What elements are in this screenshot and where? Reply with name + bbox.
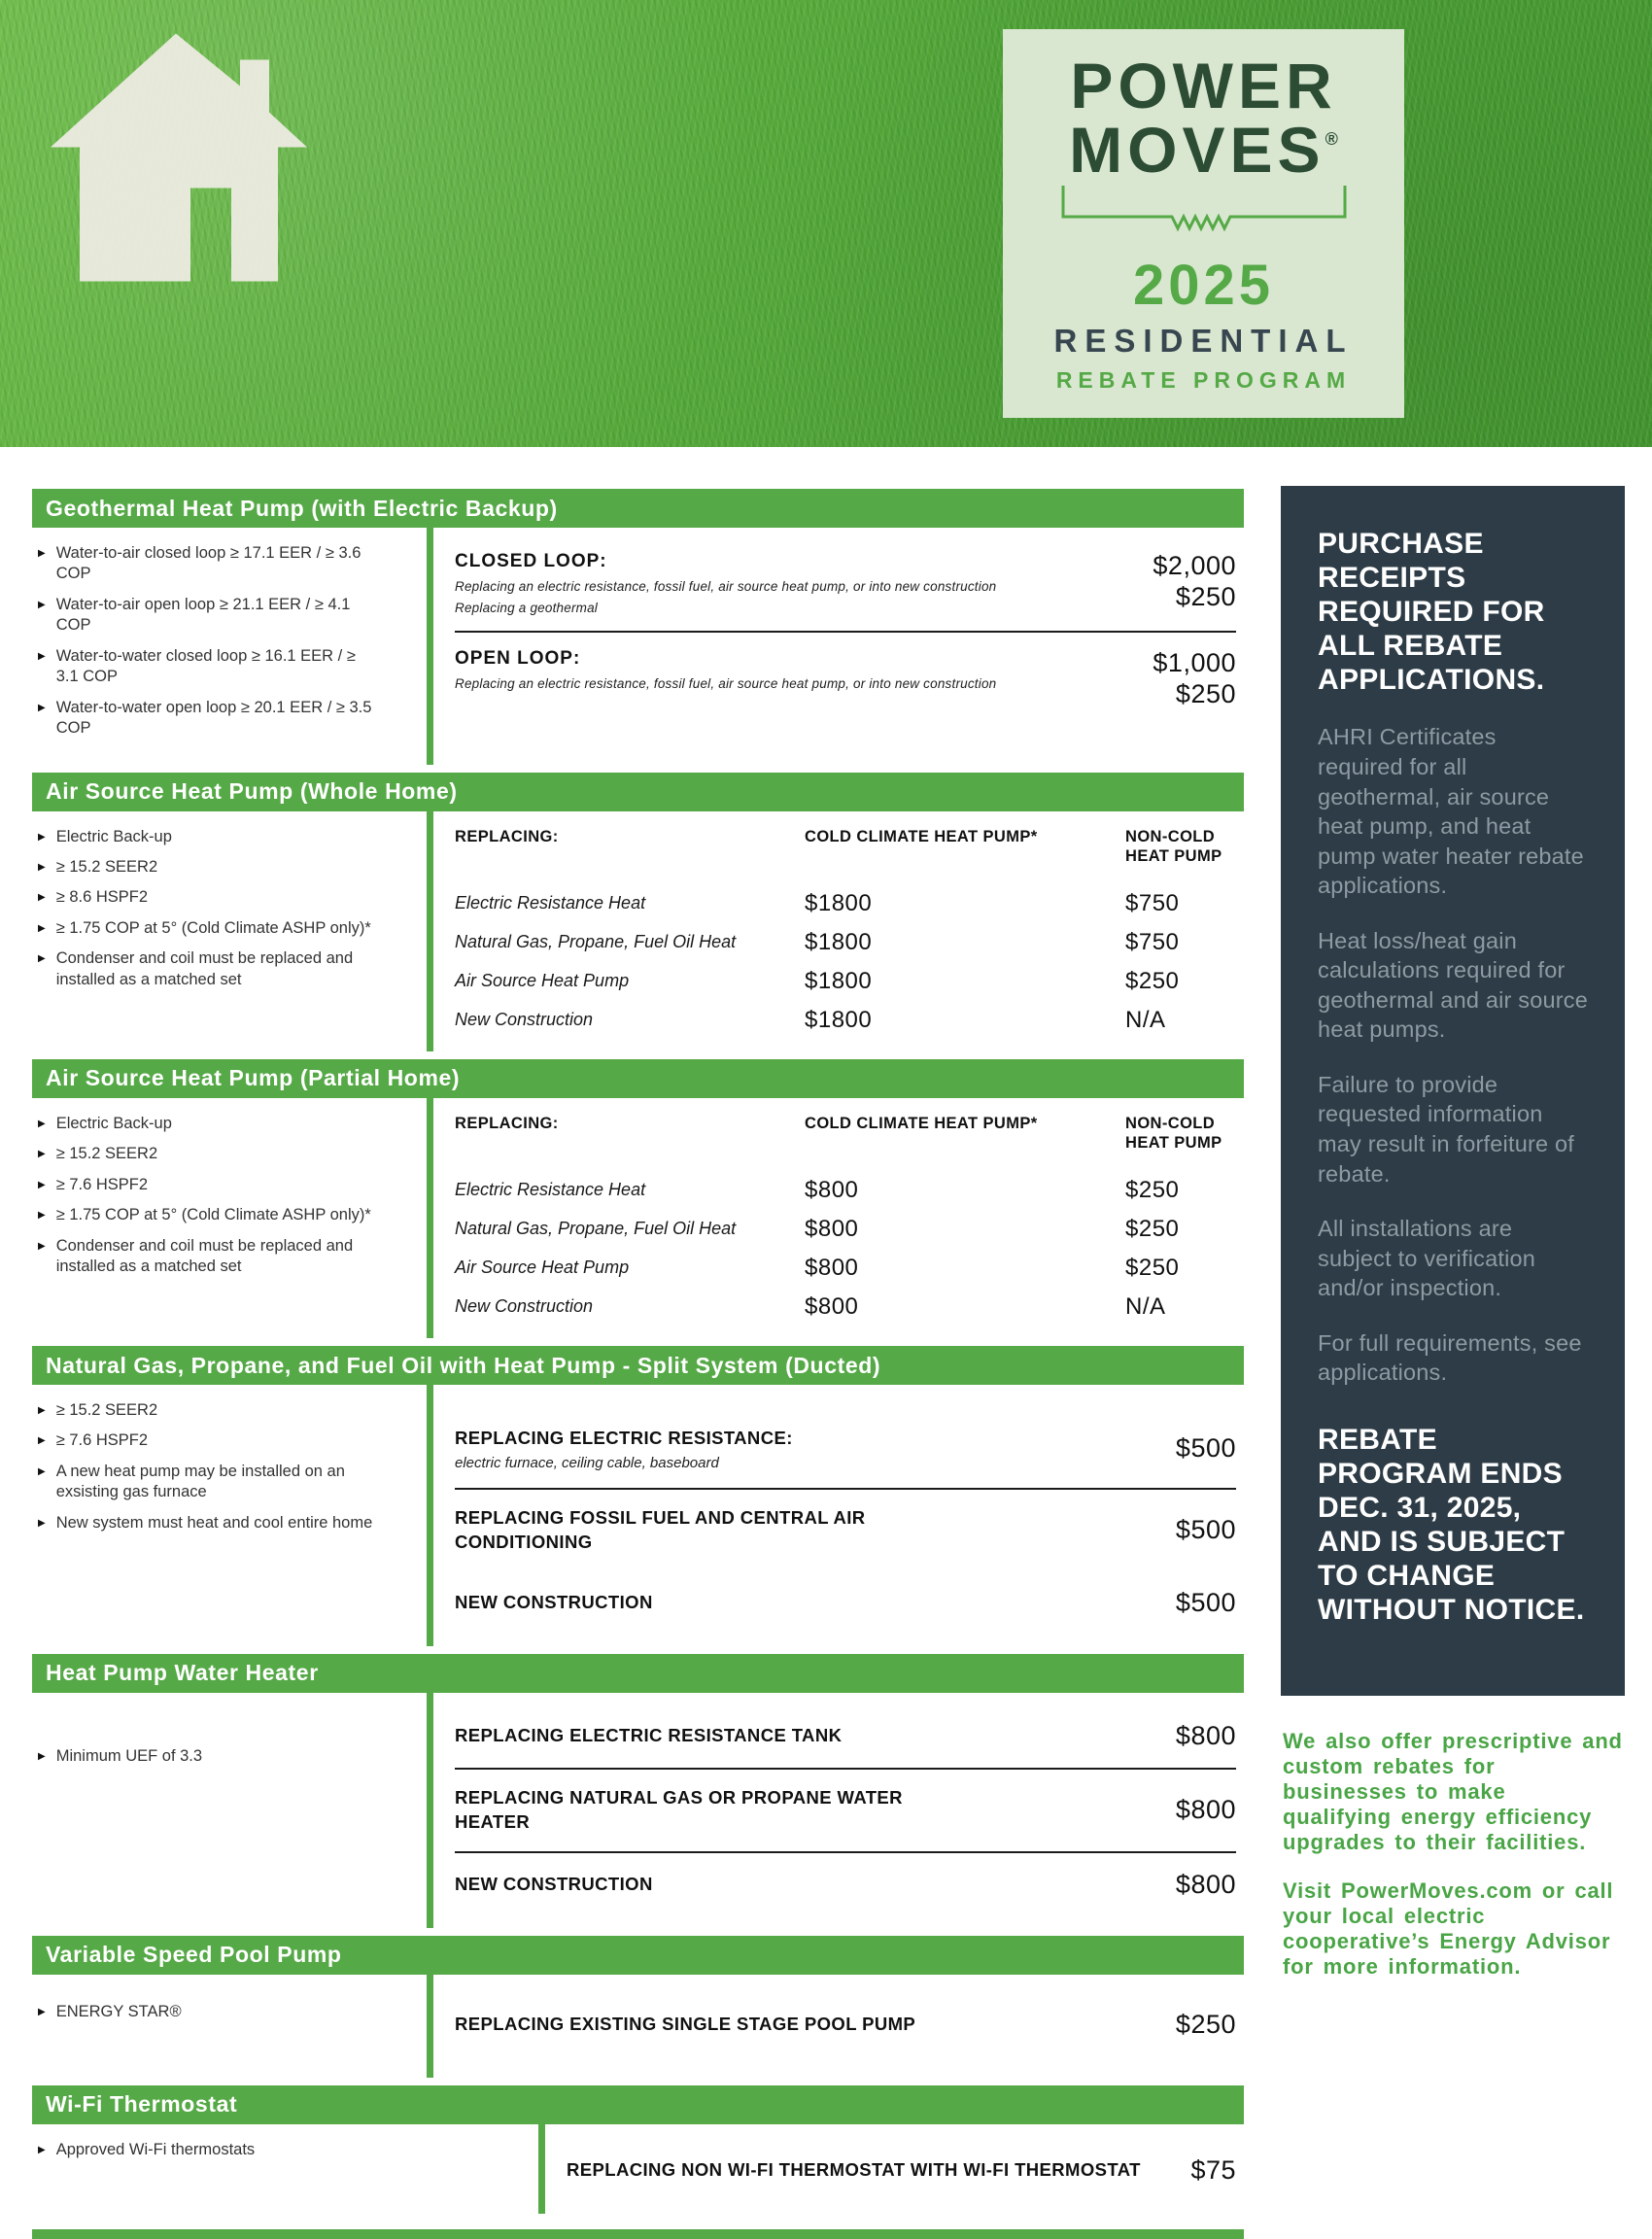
rebate-label: REPLACING FOSSIL FUEL AND CENTRAL AIR CONDITIONING	[455, 1506, 866, 1552]
rebate-sublabel: Replacing an electric resistance, fossil fuel, air source heat pump, or into new construction	[455, 579, 997, 594]
section-title: Natural Gas, Propane, and Fuel Oil with Heat Pump - Split System (Ducted)	[46, 1352, 881, 1378]
rebate-label: REPLACING EXISTING SINGLE STAGE POOL PUMP	[455, 2013, 916, 2034]
bullet-arrow-icon: ▶	[38, 1750, 46, 1762]
rebate-amount: $250	[1125, 967, 1180, 994]
section-split-system-ducted	[32, 1346, 1244, 1646]
list-item: ▶ Water-to-water open loop ≥ 20.1 EER / ≥ 3.5 COP	[38, 698, 373, 740]
rebate-row	[455, 539, 1236, 633]
rebate-amount: $800	[805, 1255, 859, 1281]
rebate-row	[455, 637, 1236, 726]
table-row-label: Natural Gas, Propane, Fuel Oil Heat	[455, 931, 737, 951]
bullet-arrow-icon: ▶	[38, 1517, 46, 1529]
list-item: ▶ ≥ 15.2 SEER2	[38, 1144, 373, 1164]
bullet-arrow-icon: ▶	[38, 2006, 46, 2017]
logo-word-moves-text: MOVES	[1069, 113, 1325, 186]
bullet-arrow-icon: ▶	[38, 1435, 46, 1447]
section-header	[32, 2085, 1244, 2124]
list-item: ▶ ≥ 1.75 COP at 5° (Cold Climate ASHP only)*	[38, 1205, 373, 1225]
table-row-label: Air Source Heat Pump	[455, 1257, 630, 1277]
sidebar-paragraph: For full requirements, see applications.	[1318, 1329, 1582, 1386]
bullet-arrow-icon: ▶	[38, 1240, 46, 1252]
sidebar-paragraph: Failure to provide requested information may result in forfeiture of rebate.	[1318, 1071, 1575, 1187]
list-item: ▶ ≥ 15.2 SEER2	[38, 857, 373, 878]
green-divider	[427, 811, 433, 1051]
requirements-list	[32, 1693, 427, 1928]
rebate-amount: $800	[805, 1216, 859, 1242]
rebate-amount: $500	[1175, 1433, 1236, 1464]
rebate-amount: $250	[1175, 678, 1236, 708]
sidebar	[1281, 486, 1625, 2003]
list-item: ▶ ≥ 7.6 HSPF2	[38, 1430, 373, 1451]
rebate-amount: $750	[1125, 928, 1180, 955]
column-header: COLD CLIMATE HEAT PUMP*	[805, 1114, 1038, 1132]
rebate-amount: N/A	[1125, 1293, 1166, 1320]
rebate-amount: $75	[1190, 2154, 1236, 2185]
list-item: ▶ Water-to-water closed loop ≥ 16.1 EER / ≥ 3.1 COP	[38, 646, 373, 688]
rebate-amount: $1800	[805, 1006, 873, 1033]
list-item: ▶ A new heat pump may be installed on an exsisting gas furnace	[38, 1462, 373, 1503]
rebate-amount: $800	[805, 1293, 859, 1320]
green-divider	[427, 1975, 433, 2078]
list-item: ▶ Approved Wi-Fi thermostats	[38, 2140, 373, 2160]
logo-rebate-program: REBATE PROGRAM	[1055, 367, 1352, 394]
section-pool-pump	[32, 1936, 1244, 2078]
rebate-amount: $250	[1175, 2009, 1236, 2039]
rebate-sublabel: Replacing an electric resistance, fossil fuel, air source heat pump, or into new construction	[455, 676, 997, 691]
rebate-table	[455, 823, 1236, 1040]
section-title: Air Source Heat Pump (Partial Home)	[46, 1065, 461, 1091]
table-row-label: Electric Resistance Heat	[455, 892, 646, 913]
table-row-label: Air Source Heat Pump	[455, 970, 630, 990]
section-header	[32, 1059, 1244, 1098]
rebate-label: REPLACING NATURAL GAS OR PROPANE WATER HEATER	[455, 1786, 903, 1832]
list-item: ▶ ≥ 15.2 SEER2	[38, 1400, 373, 1421]
rebate-row	[455, 1490, 1236, 1571]
rebate-amount: $800	[1175, 1795, 1236, 1825]
logo-bracket-zigzag-icon	[1053, 186, 1355, 237]
list-item: ▶ New system must heat and cool entire home	[38, 1513, 373, 1533]
section-header	[32, 1654, 1244, 1693]
logo-word-power: POWER	[1070, 49, 1337, 121]
green-divider	[427, 528, 433, 765]
rebate-amount: $800	[1175, 1720, 1236, 1750]
section-geothermal-heat-pump	[32, 489, 1244, 765]
rebate-table	[455, 1110, 1236, 1326]
bullet-arrow-icon: ▶	[38, 1405, 46, 1416]
logo-residential: RESIDENTIAL	[1053, 323, 1354, 360]
section-title: Heat Pump Water Heater	[46, 1660, 319, 1686]
list-item: ▶ Minimum UEF of 3.3	[38, 1746, 373, 1767]
green-divider	[427, 1385, 433, 1646]
rebate-amount: $500	[1175, 1515, 1236, 1545]
rebate-label: NEW CONSTRUCTION	[455, 1873, 653, 1894]
sidebar-paragraph: All installations are subject to verification and/or inspection.	[1318, 1216, 1536, 1301]
rebate-label: REPLACING NON WI-FI THERMOSTAT WITH WI-FI THERMOSTAT	[567, 2158, 1141, 2180]
section-header	[32, 1936, 1244, 1975]
sidebar-notes-panel	[1281, 486, 1625, 1696]
rebate-amount: $250	[1125, 1255, 1180, 1281]
bullet-arrow-icon: ▶	[38, 831, 46, 843]
rebate-sublabel: Replacing a geothermal	[455, 601, 598, 615]
list-item: ▶ ≥ 8.6 HSPF2	[38, 887, 373, 908]
green-divider	[427, 1693, 433, 1928]
list-item: ▶ ≥ 1.75 COP at 5° (Cold Climate ASHP only)*	[38, 918, 373, 939]
logo-word-moves	[1069, 113, 1338, 186]
rebate-row	[567, 2136, 1236, 2202]
footnote-paragraph: Visit PowerMoves.com or call your local electric cooperative’s Energy Advisor for more information.	[1283, 1877, 1614, 1979]
rebate-label: OPEN LOOP:	[455, 648, 581, 669]
section-title: Air Source Heat Pump (Whole Home)	[46, 778, 458, 804]
list-item: ▶ Condenser and coil must be replaced and installed as a matched set	[38, 1236, 373, 1278]
sidebar-deadline-notice: REBATE PROGRAM ENDS DEC. 31, 2025, AND IS SUBJECT TO CHANGE WITHOUT NOTICE.	[1318, 1423, 1585, 1627]
rebate-row	[455, 1770, 1236, 1853]
rebate-amount: $750	[1125, 889, 1180, 916]
section-ashp-partial-home	[32, 1059, 1244, 1338]
requirements-list	[32, 811, 427, 1051]
bullet-arrow-icon: ▶	[38, 892, 46, 904]
bullet-arrow-icon: ▶	[38, 548, 46, 559]
bullet-arrow-icon: ▶	[38, 861, 46, 873]
green-divider	[427, 1098, 433, 1338]
section-header	[32, 773, 1244, 811]
rebate-amount: $800	[805, 1177, 859, 1203]
rebate-amount: N/A	[1125, 1006, 1166, 1033]
rebate-row	[455, 1571, 1236, 1635]
list-item: ▶ Condenser and coil must be replaced and installed as a matched set	[38, 948, 373, 990]
bullet-arrow-icon: ▶	[38, 1465, 46, 1477]
section-title: Geothermal Heat Pump (with Electric Backup)	[46, 495, 558, 521]
column-header: REPLACING:	[455, 827, 559, 845]
rebate-label: NEW CONSTRUCTION	[455, 1591, 653, 1612]
logo-year: 2025	[1132, 253, 1275, 317]
rebate-row	[455, 1705, 1236, 1770]
section-title: Wi-Fi Thermostat	[46, 2091, 238, 2118]
bullet-arrow-icon: ▶	[38, 953, 46, 965]
bullet-arrow-icon: ▶	[38, 1210, 46, 1222]
requirements-list	[32, 528, 427, 765]
rebate-label: REPLACING ELECTRIC RESISTANCE TANK	[455, 1724, 843, 1745]
rebate-row	[455, 1986, 1236, 2056]
bullet-arrow-icon: ▶	[38, 599, 46, 610]
list-item: ▶ Water-to-air closed loop ≥ 17.1 EER / ≥ 3.6 COP	[38, 543, 373, 585]
table-row-label: Natural Gas, Propane, Fuel Oil Heat	[455, 1219, 737, 1238]
rebate-label: REPLACING ELECTRIC RESISTANCE:	[455, 1428, 793, 1448]
rebate-amount: $500	[1175, 1587, 1236, 1617]
rebate-tables-column	[32, 489, 1244, 2239]
rebate-row	[455, 1410, 1236, 1490]
section-header	[32, 489, 1244, 528]
power-moves-logo	[1003, 29, 1404, 418]
bullet-arrow-icon: ▶	[38, 922, 46, 934]
rebate-amount: $1800	[805, 889, 873, 916]
rebate-row	[455, 1853, 1236, 1916]
requirements-list	[32, 1975, 427, 2078]
section-heat-pump-water-heater	[32, 1654, 1244, 1928]
table-row-label: Electric Resistance Heat	[455, 1180, 646, 1199]
bullet-arrow-icon: ▶	[38, 702, 46, 713]
rebate-label: CLOSED LOOP:	[455, 551, 607, 571]
list-item: ▶ Water-to-air open loop ≥ 21.1 EER / ≥ 4.1 COP	[38, 595, 373, 637]
column-header: NON-COLD HEAT PUMP	[1125, 827, 1222, 866]
column-header: COLD CLIMATE HEAT PUMP*	[805, 827, 1038, 845]
house-cutout-icon	[39, 16, 330, 302]
rebate-amount: $1,000	[1153, 648, 1236, 677]
rebate-amount: $800	[1175, 1869, 1236, 1899]
bullet-arrow-icon: ▶	[38, 650, 46, 662]
section-title: Variable Speed Pool Pump	[46, 1942, 342, 1968]
section-wifi-thermostat	[32, 2085, 1244, 2214]
list-item: ▶ ENERGY STAR®	[38, 2002, 373, 2022]
rebate-amount: $2,000	[1153, 551, 1236, 580]
rebate-amount: $250	[1125, 1216, 1180, 1242]
table-row-label: New Construction	[455, 1009, 594, 1029]
registered-mark: ®	[1325, 128, 1338, 149]
bullet-arrow-icon: ▶	[38, 2144, 46, 2155]
sidebar-paragraph: Heat loss/heat gain calculations required for geothermal and air source heat pumps.	[1318, 927, 1589, 1043]
footnote-paragraph: We also offer prescriptive and custom rebates for businesses to make qualifying energy efficiency upgrades to their facilities.	[1283, 1729, 1623, 1854]
rebate-amount: $250	[1125, 1177, 1180, 1203]
grass-photo-banner	[0, 0, 1652, 447]
sidebar-paragraph: AHRI Certificates required for all geothermal, air source heat pump, and heat pump water heater rebate applications.	[1318, 724, 1584, 899]
rebate-sublabel: electric furnace, ceiling cable, baseboard	[455, 1454, 719, 1471]
list-item: ▶ Electric Back-up	[38, 827, 373, 847]
bullet-arrow-icon: ▶	[38, 1179, 46, 1190]
section-ashp-whole-home	[32, 773, 1244, 1051]
section-header	[32, 1346, 1244, 1385]
list-item: ▶ Electric Back-up	[38, 1114, 373, 1134]
list-item: ▶ ≥ 7.6 HSPF2	[38, 1175, 373, 1195]
bullet-arrow-icon: ▶	[38, 1149, 46, 1160]
table-row-label: New Construction	[455, 1296, 594, 1316]
business-rebates-note	[1281, 1729, 1625, 1980]
rebate-amount: $250	[1175, 581, 1236, 611]
column-header: REPLACING:	[455, 1114, 559, 1132]
requirements-list	[32, 1098, 427, 1338]
requirements-list	[32, 1385, 427, 1646]
sidebar-heading: PURCHASE RECEIPTS REQUIRED FOR ALL REBATE APPLICATIONS.	[1318, 528, 1545, 697]
rebate-amount: $1800	[805, 928, 873, 955]
column-header: NON-COLD HEAT PUMP	[1125, 1114, 1222, 1153]
bullet-arrow-icon: ▶	[38, 1118, 46, 1129]
bottom-accent-bar	[32, 2229, 1244, 2239]
rebate-amount: $1800	[805, 967, 873, 994]
